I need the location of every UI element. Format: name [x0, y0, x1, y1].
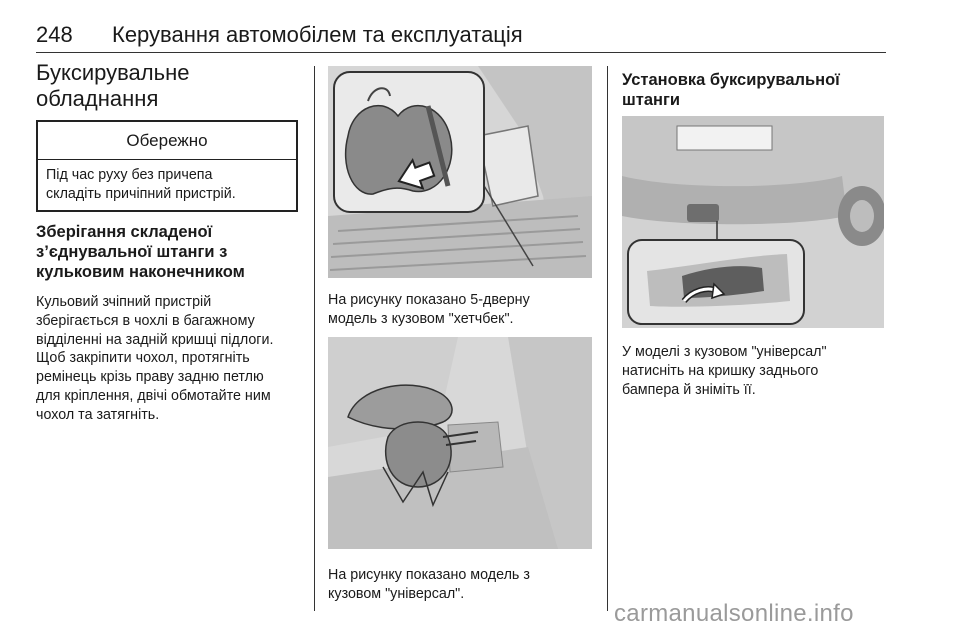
storage-heading [36, 222, 306, 282]
column-divider [607, 66, 608, 611]
caution-text-line: складіть причіпний пристрій. [46, 186, 236, 202]
figure-estate-trunk [328, 337, 592, 549]
paragraph-line: Кульовий зчіпний пристрій [36, 294, 212, 310]
paragraph-line: Щоб закріпити чохол, протягніть [36, 350, 250, 366]
paragraph-line: ремінець крізь праву задню петлю [36, 369, 264, 385]
caution-text-line: Під час руху без причепа [46, 167, 213, 183]
storage-heading-line: з’єднувальної штанги з [36, 243, 228, 261]
storage-paragraph-2 [36, 349, 306, 425]
paragraph-line: для кріплення, двічі обмотайте ним [36, 388, 271, 404]
paragraph-line: чохол та затягніть. [36, 407, 160, 423]
column-divider [314, 66, 315, 611]
caption-line: натисніть на кришку заднього [622, 363, 819, 379]
caption-line: бампера й зніміть її. [622, 382, 756, 398]
caption-line: У моделі з кузовом "універсал" [622, 344, 827, 360]
figure-hatchback-trunk [328, 66, 592, 278]
hatchback-trunk-illustration [328, 66, 592, 278]
install-heading-line: штанги [622, 91, 680, 109]
caution-box [36, 120, 298, 212]
rear-bumper-illustration [622, 116, 884, 328]
section-title-line: обладнання [36, 86, 159, 111]
header-rule [36, 52, 886, 53]
page-number: 248 [36, 22, 73, 47]
storage-heading-line: кульковим наконечником [36, 263, 245, 281]
caption-line: модель з кузовом "хетчбек". [328, 311, 514, 327]
paragraph-line: відділенні на задній кришці підлоги. [36, 332, 274, 348]
site-watermark: carmanualsonline.info [614, 600, 854, 627]
section-title [36, 60, 306, 112]
install-heading-line: Установка буксирувальної [622, 71, 840, 89]
caption-line: кузовом "універсал". [328, 586, 465, 602]
caution-text [46, 166, 292, 204]
figure-caption-bumper [622, 343, 884, 400]
caption-line: На рисунку показано 5-дверну [328, 292, 530, 308]
estate-trunk-illustration [328, 337, 592, 549]
storage-paragraph-1 [36, 293, 306, 350]
install-heading [622, 70, 884, 110]
figure-rear-bumper [622, 116, 884, 328]
section-title-line: Буксирувальне [36, 60, 190, 85]
paragraph-line: зберігається в чохлі в багажному [36, 313, 255, 329]
storage-heading-line: Зберігання складеної [36, 223, 213, 241]
figure-caption-hatchback [328, 291, 600, 329]
figure-caption-estate [328, 566, 600, 604]
caution-title: Обережно [38, 122, 296, 160]
running-title: Керування автомобілем та експлуатація [112, 22, 523, 47]
caption-line: На рисунку показано модель з [328, 567, 530, 583]
